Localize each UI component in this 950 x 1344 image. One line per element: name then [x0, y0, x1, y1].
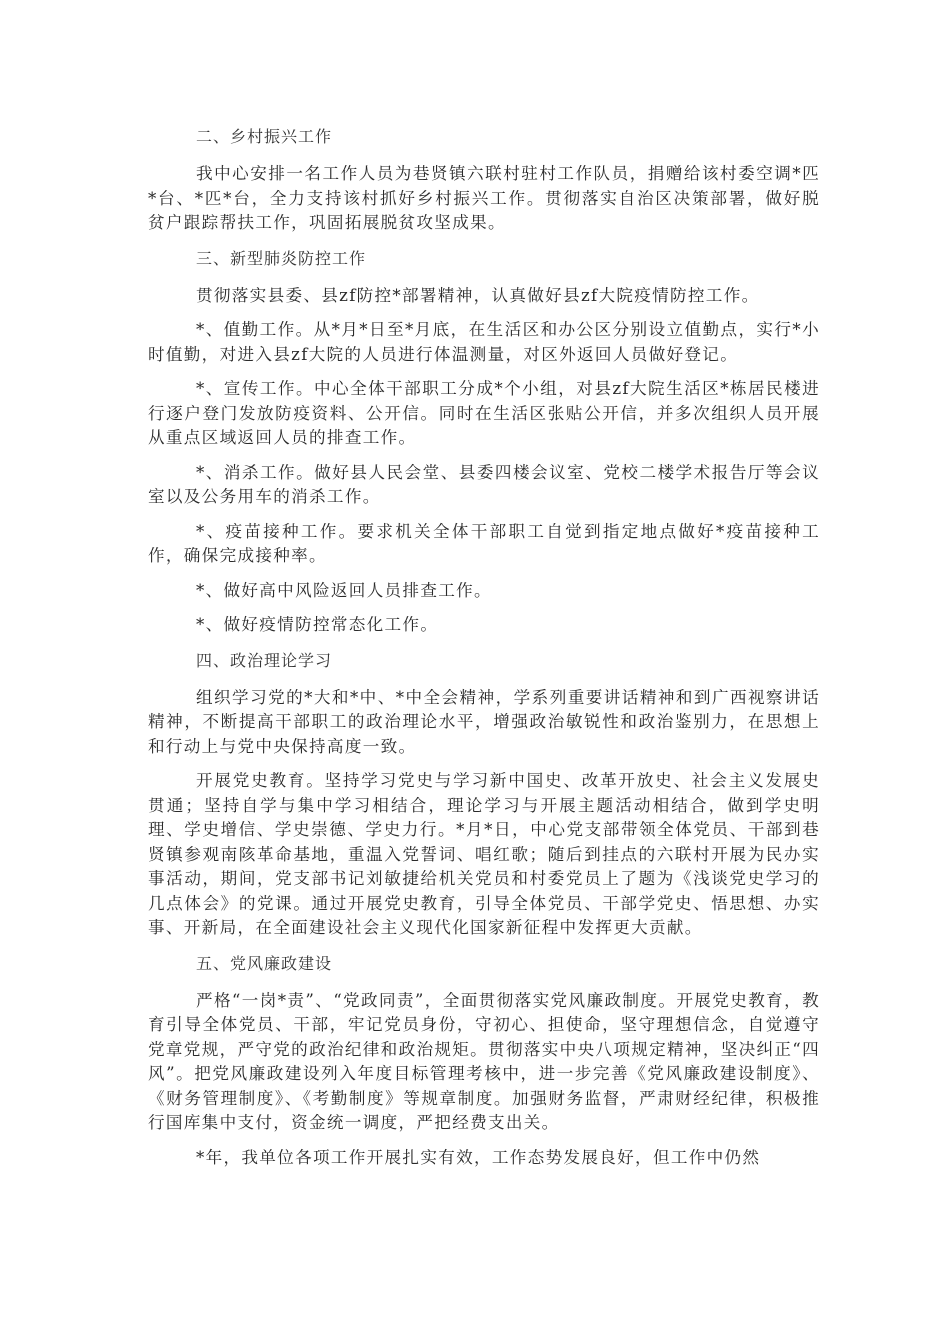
paragraph: *、疫苗接种工作。要求机关全体干部职工自觉到指定地点做好*疫苗接种工作，确保完成接种率。	[148, 521, 820, 565]
paragraph: 贯彻落实县委、县zf防控*部署精神，认真做好县zf大院疫情防控工作。	[196, 285, 760, 305]
paragraph: *年，我单位各项工作开展扎实有效，工作态势发展良好，但工作中仍然	[196, 1147, 761, 1167]
section-heading-epidemic-control: 三、新型肺炎防控工作	[196, 248, 367, 268]
paragraph: *、做好高中风险返回人员排查工作。	[196, 580, 492, 600]
paragraph: *、值勤工作。从*月*日至*月底，在生活区和办公区分别设立值勤点，实行*小时值勤，对进入县zf大院的人员进行体温测量，对区外返回人员做好登记。	[148, 320, 820, 364]
section-heading-rural-revitalization: 二、乡村振兴工作	[196, 127, 333, 146]
section-heading-party-integrity: 五、党风廉政建设	[196, 953, 333, 973]
section-heading-political-theory: 四、政治理论学习	[196, 650, 333, 670]
paragraph: *、宣传工作。中心全体干部职工分成*个小组，对县zf大院生活区*栋居民楼进行逐户登门发放防疫资料、公开信。同时在生活区张贴公开信，并多次组织人员开展从重点区域返回人员的排查工作。	[148, 379, 820, 447]
paragraph: 严格“一岗*责”、“党政同责”，全面贯彻落实党风廉政制度。开展党史教育，教育引导全体党员、干部，牢记党员身份，守初心、担使命，坚守理想信念，自觉遵守党章党规，严守党的政治纪律和政治规矩。贯彻落实中央八项规定精神，坚决纠正“四风”。把党风廉政建设列入年度目标管理考核中，进一步完善《党风廉政建设制度》、《财务管理制度》、《考勤制度》等规章制度。加强财务监督，严肃财经纪律，积极推行国库集中支付，资金统一调度，严把经费支出关。	[148, 990, 820, 1132]
document-body	[148, 124, 820, 1180]
paragraph: *、做好疫情防控常态化工作。	[196, 615, 439, 634]
paragraph: 组织学习党的*大和*中、*中全会精神，学系列重要讲话精神和到广西视察讲话精神，不断提高干部职工的政治理论水平，增强政治敏锐性和政治鉴别力，在思想上和行动上与党中央保持高度一致。	[148, 687, 820, 756]
paragraph: *、消杀工作。做好县人民会堂、县委四楼会议室、党校二楼学术报告厅等会议室以及公务用车的消杀工作。	[148, 462, 820, 506]
paragraph: 开展党史教育。坚持学习党史与学习新中国史、改革开放史、社会主义发展史贯通；坚持自学与集中学习相结合，理论学习与开展主题活动相结合，做到学史明理、学史增信、学史崇德、学史力行。*月*日，中心党支部带领全体党员、干部到巷贤镇参观南陔革命基地，重温入党誓词、唱红歌；随后到挂点的六联村开展为民办实事活动，期间，党支部书记刘敏捷给机关党员和村委党员上了题为《浅谈党史学习的几点体会》的党课。通过开展党史教育，引导全体党员、干部学党史、悟思想、办实事、开新局，在全面建设社会主义现代化国家新征程中发挥更大贡献。	[148, 771, 820, 937]
paragraph: 我中心安排一名工作人员为巷贤镇六联村驻村工作队员，捐赠给该村委空调*匹*台、*匹*台，全力支持该村抓好乡村振兴工作。贯彻落实自治区决策部署，做好脱贫户跟踪帮扶工作，巩固拓展脱贫攻坚成果。	[148, 164, 820, 232]
